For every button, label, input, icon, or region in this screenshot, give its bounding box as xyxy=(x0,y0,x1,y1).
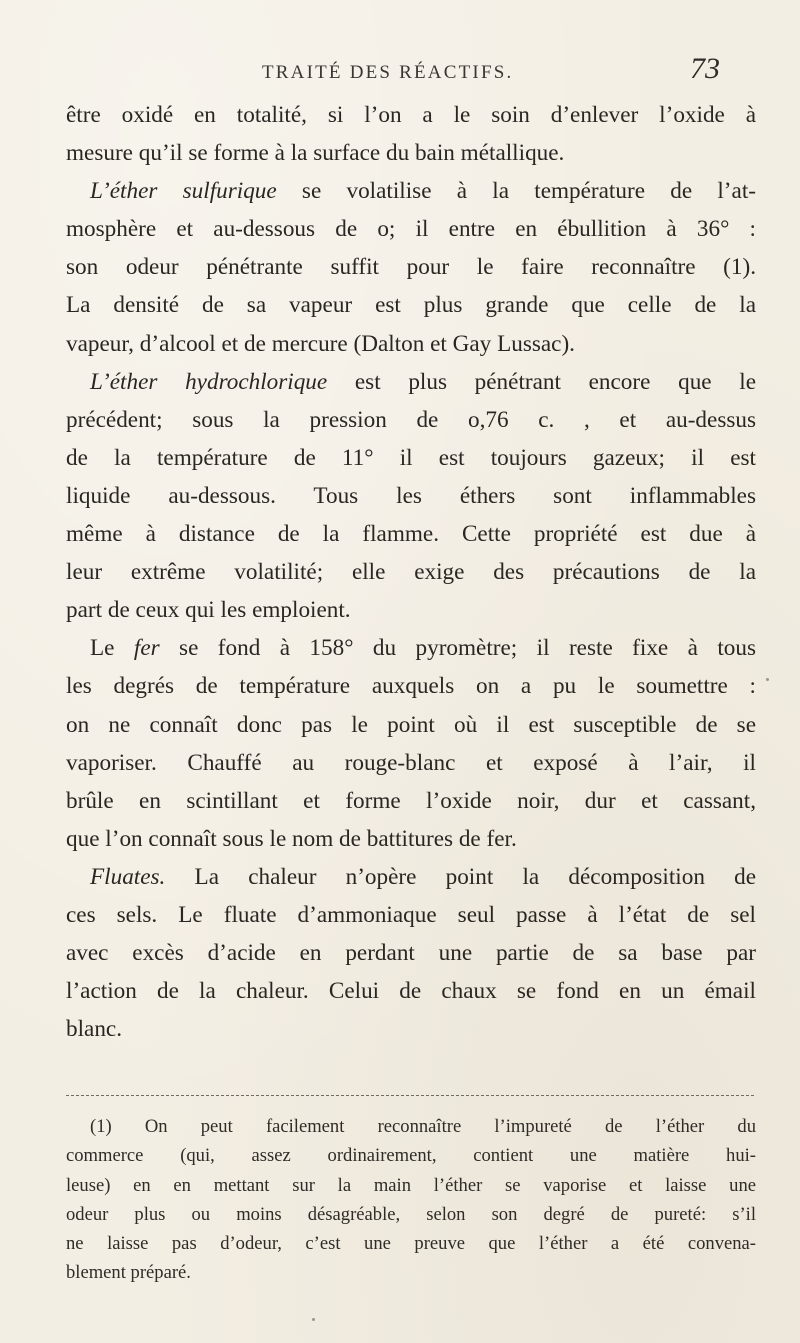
paragraph-ether-hydrochlorique xyxy=(66,363,756,401)
footnote-line: leuse) en en mettant sur la main l’éther se vaporise et laisse une xyxy=(66,1174,756,1196)
footnote-separator xyxy=(66,1095,754,1096)
footnote-line: ne laisse pas d’odeur, c’est une preuve que l’éther a été convena- xyxy=(66,1233,756,1255)
text-line: vapeur, d’alcool et de mercure (Dalton et Gay Lussac). xyxy=(66,330,575,357)
paragraph-ether-sulfurique xyxy=(66,172,756,210)
text-line: l’action de la chaleur. Celui de chaux se fond en un émail xyxy=(66,978,756,1005)
paragraph-fer xyxy=(66,629,756,667)
text-line: ces sels. Le fluate d’ammoniaque seul passe à l’état de sel xyxy=(66,901,756,928)
text-line: mesure qu’il se forme à la surface du bain métallique. xyxy=(66,140,565,167)
text-line: liquide au-dessous. Tous les éthers sont inflammables xyxy=(66,482,756,509)
page-number: 73 xyxy=(690,52,720,85)
running-title: TRAITÉ DES RÉACTIFS. xyxy=(262,62,514,83)
text-line: on ne connaît donc pas le point où il est susceptible de se xyxy=(66,711,756,738)
paragraph-fluates xyxy=(66,858,756,896)
text-line: La densité de sa vapeur est plus grande que celle de la xyxy=(66,292,756,319)
text-segment: se fond à 158° du pyromètre; il reste fixe à tous xyxy=(159,635,756,662)
running-header xyxy=(0,52,800,92)
text-segment: est plus pénétrant encore que le xyxy=(327,368,756,395)
term-fer: fer xyxy=(133,635,160,662)
paper-speck xyxy=(766,678,769,681)
text-line: vaporiser. Chauffé au rouge-blanc et exposé à l’air, il xyxy=(66,749,756,776)
text-line: part de ceux qui les emploient. xyxy=(66,597,351,624)
text-line: blanc. xyxy=(66,1016,123,1043)
text-line: que l’on connaît sous le nom de battitures de fer. xyxy=(66,825,517,852)
term-fluates: Fluates. xyxy=(90,863,166,890)
text-line: brûle en scintillant et forme l’oxide noir, dur et cassant, xyxy=(66,787,756,814)
paper-speck xyxy=(312,1318,315,1321)
footnote-line: odeur plus ou moins désagréable, selon son degré de pureté: s’il xyxy=(66,1203,756,1225)
text-line: de la température de 11° il est toujours gazeux; il est xyxy=(66,444,756,471)
text-line: être oxidé en totalité, si l’on a le soin d’enlever l’oxide à xyxy=(66,102,756,128)
footnote-line: (1) On peut facilement reconnaître l’impureté de l’éther du xyxy=(90,1116,756,1137)
text-segment: La chaleur n’opère point la décomposition de xyxy=(165,863,756,890)
footnote-line: commerce (qui, assez ordinairement, contient une matière hui- xyxy=(66,1145,756,1167)
main-text xyxy=(66,96,756,1048)
text-line: précédent; sous la pression de o,76 c. , et au-dessus xyxy=(66,406,756,433)
footnote-line: blement préparé. xyxy=(66,1262,191,1284)
term-ether-sulfurique: L’éther sulfurique xyxy=(90,178,277,205)
text-line: les degrés de température auxquels on a pu le soumettre : xyxy=(66,673,756,700)
text-segment: se volatilise à la température de l’at- xyxy=(276,178,756,205)
text-segment: Le xyxy=(90,635,134,662)
text-line: leur extrême volatilité; elle exige des précautions de la xyxy=(66,559,756,586)
text-line: même à distance de la flamme. Cette propriété est due à xyxy=(66,521,756,548)
term-ether-hydrochlorique: L’éther hydrochlorique xyxy=(90,368,328,395)
text-line: son odeur pénétrante suffit pour le faire reconnaître (1). xyxy=(66,254,756,281)
text-line: avec excès d’acide en perdant une partie de sa base par xyxy=(66,940,756,967)
footnote xyxy=(66,1112,756,1288)
text-line: mosphère et au-dessous de o; il entre en ébullition à 36° : xyxy=(66,216,756,243)
